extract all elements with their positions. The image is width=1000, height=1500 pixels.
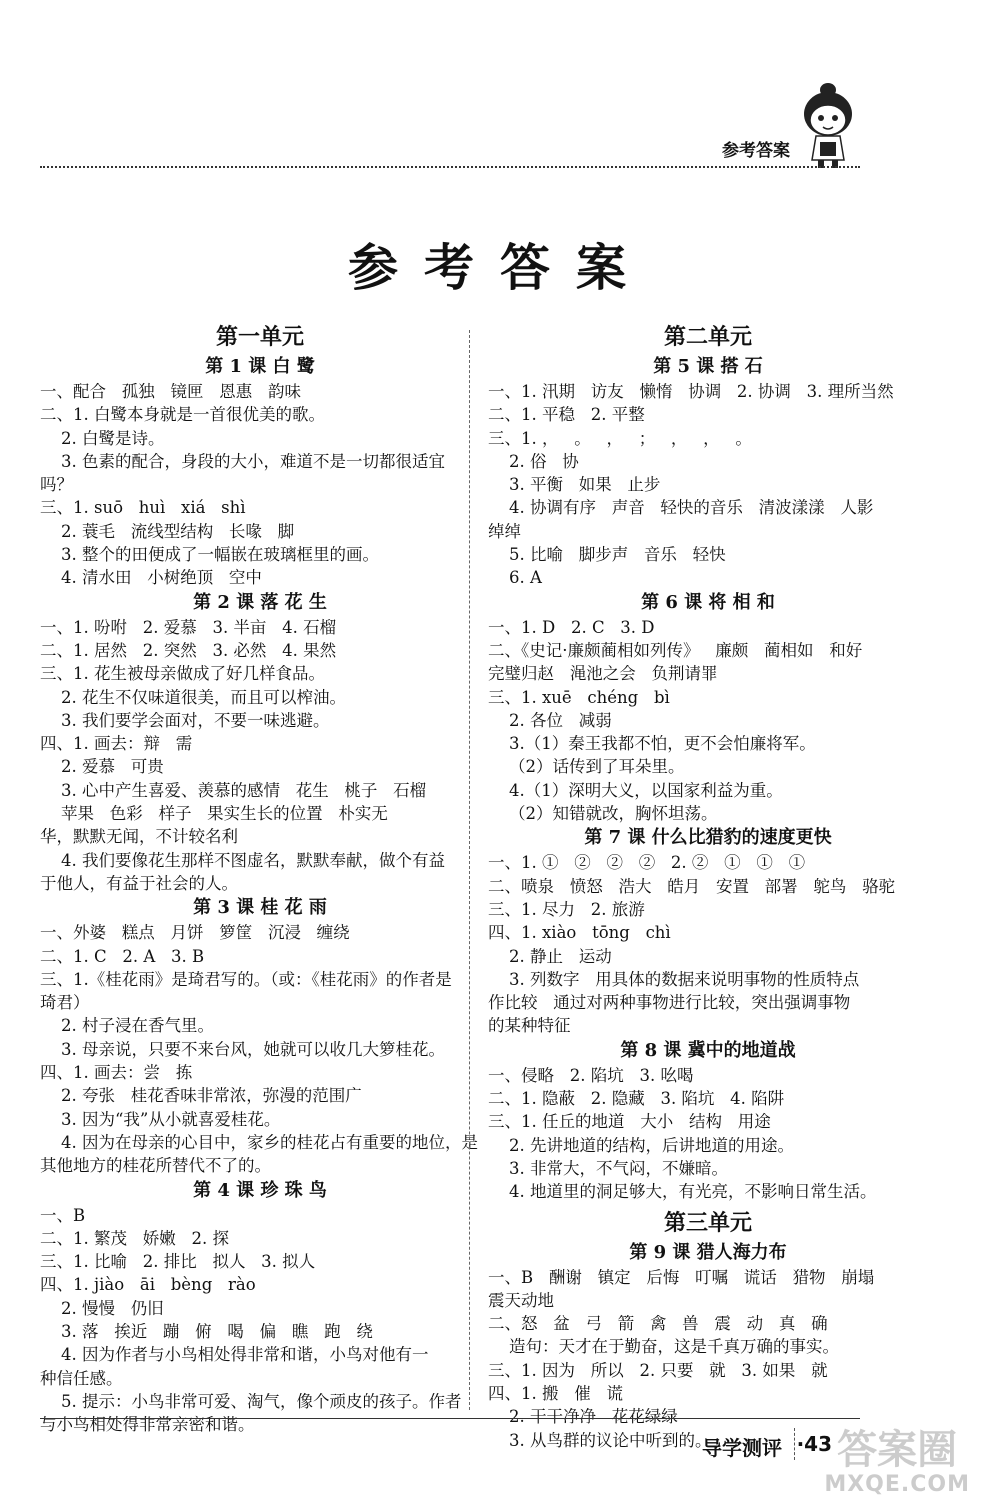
answer-line: 四、1. xiào tōng chì	[488, 923, 671, 943]
unit-heading: 第一单元	[215, 324, 304, 350]
mascot-girl-illustration	[794, 80, 862, 170]
answer-line: 三、1. 任丘的地道 大小 结构 用途	[488, 1112, 771, 1132]
answer-line: 四、1. jiào āi bèng rào	[40, 1275, 256, 1295]
answer-line: 4.（1）深明大义，以国家利益为重。	[488, 780, 783, 800]
answer-line: 3. 从鸟群的议论中听到的。	[488, 1430, 712, 1450]
answer-line: （2）话传到了耳朵里。	[488, 757, 685, 777]
answer-line: 种信任感。	[40, 1368, 123, 1388]
answer-line: 3.（1）秦王我都不怕，更不会怕廉将军。	[488, 734, 816, 754]
page-number: ·43	[796, 1432, 832, 1456]
answer-line: 2. 白鹭是诗。	[40, 428, 165, 448]
answer-line: 4. 我们要像花生那样不图虚名，默默奉献，做个有益	[40, 850, 445, 870]
column-divider	[469, 330, 470, 1410]
answer-line: 一、1. 吩咐 2. 爱慕 3. 半亩 4. 石榴	[40, 617, 337, 637]
answer-line: 2. 夸张 桂花香味非常浓，弥漫的范围广	[40, 1086, 362, 1106]
answer-line: 四、1. 搬 催 谎	[488, 1383, 623, 1403]
page-title: 参考答案	[348, 239, 652, 297]
answer-line: 3. 我们要学会面对，不要一味逃避。	[40, 710, 330, 730]
answer-line: 一、1. D 2. C 3. D	[488, 617, 655, 637]
answer-line: 二、1. 白鹭本身就是一首很优美的歌。	[40, 405, 325, 425]
answer-line: 6. A	[488, 568, 542, 588]
answer-line: 华，默默无闻，不计较名利	[40, 827, 238, 847]
answer-line: 完璧归赵 渑池之会 负荆请罪	[488, 664, 718, 684]
footer-separator	[794, 1428, 795, 1460]
header-label: 参考答案	[722, 141, 790, 161]
answer-line: 3. 心中产生喜爱、羡慕的感情 花生 桃子 石榴	[40, 780, 427, 800]
answer-line: 2. 爱慕 可贵	[40, 757, 164, 777]
answer-line: 2. 慢慢 仍旧	[40, 1298, 164, 1318]
watermark-text: 答案圈	[837, 1427, 958, 1473]
answer-line: 4. 协调有序 声音 轻快的音乐 清波漾漾 人影	[488, 498, 874, 518]
answer-line: 绰绰	[488, 521, 521, 541]
answer-line: 2. 俗 协	[488, 451, 579, 471]
lesson-heading: 第 5 课 搭 石	[653, 356, 763, 377]
answer-line: 3. 落 挨近 蹦 俯 喝 偏 瞧 跑 绕	[40, 1321, 373, 1341]
answer-line: 3. 平衡 如果 止步	[488, 475, 661, 495]
lesson-heading: 第 6 课 将 相 和	[641, 591, 775, 613]
unit-heading: 第二单元	[663, 324, 752, 350]
answer-line: 3. 列数字 用具体的数据来说明事物的性质特点	[488, 969, 860, 989]
answer-line: 四、1. 画去：尝 拣	[40, 1063, 193, 1083]
lesson-heading: 第 2 课 落 花 生	[193, 591, 327, 613]
answer-line: 与小鸟相处得非常亲密和谐。	[40, 1415, 255, 1435]
answer-line: 二、1. 平稳 2. 平整	[488, 405, 645, 425]
answer-line: 4. 清水田 小树绝顶 空中	[40, 568, 262, 588]
answer-line: 一、B	[40, 1205, 86, 1225]
answer-line: 4. 因为在母亲的心目中，家乡的桂花占有重要的地位，是	[40, 1132, 478, 1152]
answer-line: 三、1. 因为 所以 2. 只要 就 3. 如果 就	[488, 1360, 828, 1380]
answer-line: 其他地方的桂花所替代不了的。	[40, 1156, 271, 1176]
answer-line: 二、1. C 2. A 3. B	[40, 946, 205, 966]
answer-line: 2. 干干净净 花花绿绿	[488, 1407, 678, 1427]
answer-line: 2. 静止 运动	[488, 946, 612, 966]
lesson-heading: 第 9 课 猎人海力布	[629, 1241, 787, 1263]
watermark-url: MXQE.COM	[824, 1472, 970, 1497]
lesson-heading: 第 3 课 桂 花 雨	[193, 897, 327, 919]
answer-line: 二、1. 居然 2. 突然 3. 必然 4. 果然	[40, 640, 337, 660]
lesson-heading: 第 8 课 冀中的地道战	[620, 1039, 796, 1061]
answer-line: 二、1. 繁茂 娇嫩 2. 探	[40, 1228, 229, 1248]
answer-line: 一、1. ① ② ② ② 2. ② ① ① ①	[488, 853, 806, 873]
answer-line: 2. 花生不仅味道很美，而且可以榨油。	[40, 687, 346, 707]
lesson-heading: 第 7 课 什么比猎豹的速度更快	[584, 827, 832, 849]
answer-line: 造句：天才在于勤奋，这是千真万确的事实。	[488, 1337, 839, 1357]
answer-line: 3. 整个的田便成了一幅嵌在玻璃框里的画。	[40, 545, 379, 565]
answer-line: 一、侵略 2. 陷坑 3. 吆喝	[488, 1065, 694, 1085]
answer-line: 一、配合 孤独 镜匣 恩惠 韵味	[40, 382, 301, 401]
answer-line: 三、1. suō huì xiá shì	[40, 498, 246, 518]
answer-line: 2. 村子浸在香气里。	[40, 1016, 214, 1036]
answer-line: 三、1. ， 。 ， ； ， ， 。	[488, 428, 752, 448]
answer-line: 5. 提示：小鸟非常可爱、淘气，像个顽皮的孩子。作者	[40, 1391, 462, 1411]
answer-line: 吗？	[40, 475, 73, 495]
answer-line: 2. 蓑毛 流线型结构 长喙 脚	[40, 521, 295, 541]
answer-line: 二、《史记·廉颇蔺相如列传》 廉颇 蔺相如 和好	[488, 640, 863, 660]
answer-line: 三、1. 尽力 2. 旅游	[488, 899, 645, 919]
answer-line: 3. 色素的配合，身段的大小，难道不是一切都很适宜	[40, 451, 445, 471]
answer-line: 震天动地	[488, 1290, 554, 1310]
footer-rule	[40, 1418, 860, 1419]
answer-line: 的某种特征	[488, 1016, 571, 1036]
answer-line: 2. 先讲地道的结构，后讲地道的用途。	[488, 1135, 794, 1155]
answer-line: 三、1. 比喻 2. 排比 拟人 3. 拟人	[40, 1252, 316, 1272]
left-column	[40, 318, 480, 1436]
lesson-heading: 第 1 课 白 鹭	[205, 356, 315, 377]
header-dotted-rule	[40, 166, 860, 168]
answer-line: 一、外婆 糕点 月饼 箩筐 沉浸 缠绕	[40, 923, 350, 943]
answer-line: 琦君）	[40, 993, 90, 1013]
answer-line: 4. 地道里的洞足够大，有光亮，不影响日常生活。	[488, 1182, 877, 1202]
answer-line: （2）知错就改，胸怀坦荡。	[488, 804, 718, 824]
answer-line: 苹果 色彩 样子 果实生长的位置 朴实无	[40, 804, 388, 824]
answer-line: 二、怒 盆 弓 箭 禽 兽 震 动 真 确	[488, 1314, 828, 1334]
answer-line: 三、1. xuē chéng bì	[488, 687, 670, 707]
footer-brand: 导学测评	[702, 1436, 782, 1460]
answer-line: 一、1. 汛期 访友 懒惰 协调 2. 协调 3. 理所当然	[488, 382, 894, 401]
unit-heading: 第三单元	[663, 1209, 752, 1236]
watermark	[824, 1428, 970, 1497]
answer-line: 三、1. 花生被母亲做成了好几样食品。	[40, 664, 325, 684]
answer-line: 3. 母亲说，只要不来台风，她就可以收几大箩桂花。	[40, 1039, 445, 1059]
right-column	[488, 318, 928, 1452]
answer-line: 于他人，有益于社会的人。	[40, 873, 238, 893]
answer-line: 作比较 通过对两种事物进行比较，突出强调事物	[488, 993, 851, 1013]
answer-line: 二、1. 隐蔽 2. 隐藏 3. 陷坑 4. 陷阱	[488, 1089, 785, 1109]
answer-line: 三、1.《桂花雨》是琦君写的。（或：《桂花雨》的作者是	[40, 969, 452, 989]
answer-line: 3. 非常大，不气闷，不嫌暗。	[488, 1158, 728, 1178]
answer-line: 一、B 酬谢 镇定 后悔 叮嘱 谎话 猎物 崩塌	[488, 1267, 875, 1287]
lesson-heading: 第 4 课 珍 珠 鸟	[193, 1179, 327, 1201]
answer-line: 4. 因为作者与小鸟相处得非常和谐，小鸟对他有一	[40, 1345, 429, 1365]
answer-line: 二、喷泉 愤怒 浩大 皓月 安置 部署 鸵鸟 骆驼	[488, 876, 896, 896]
answer-line: 3. 因为“我”从小就喜爱桂花。	[40, 1109, 281, 1129]
answer-line: 5. 比喻 脚步声 音乐 轻快	[488, 545, 726, 565]
answer-line: 2. 各位 减弱	[488, 710, 612, 730]
answer-line: 四、1. 画去：辩 需	[40, 734, 193, 754]
